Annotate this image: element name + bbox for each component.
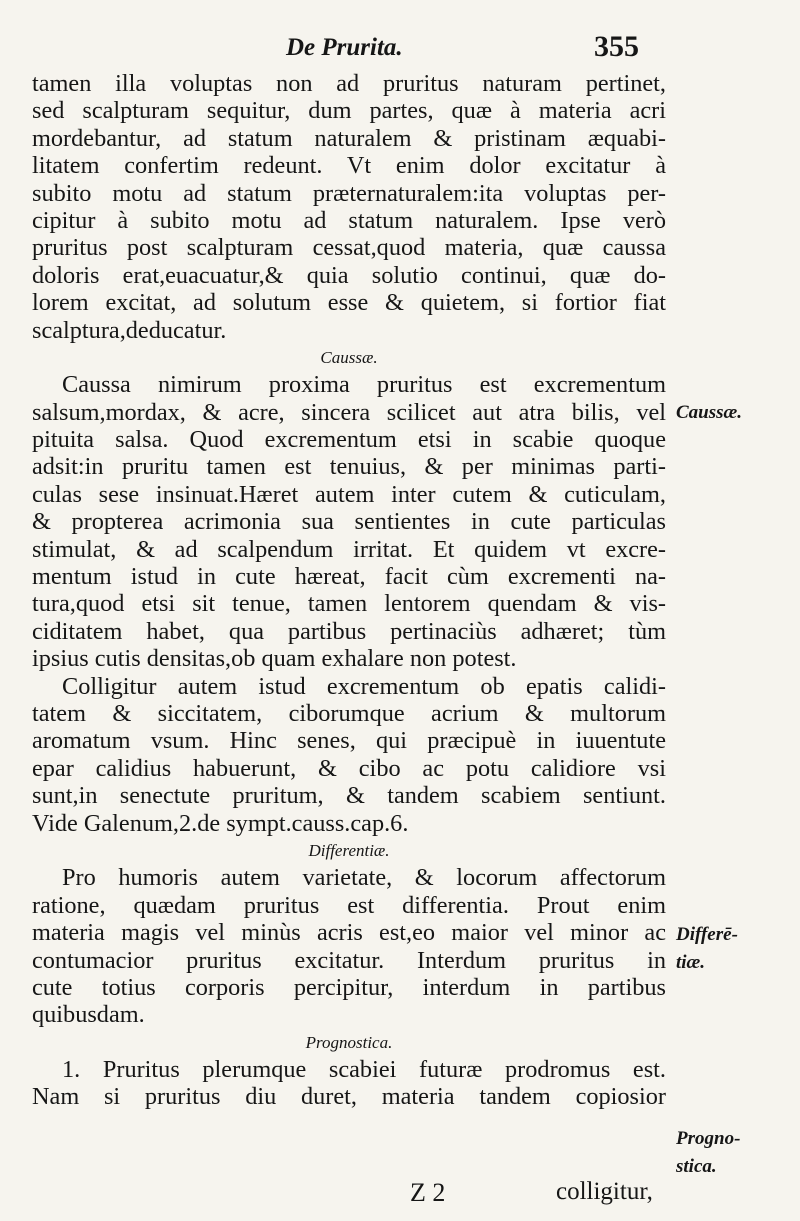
text-line: quibusdam. — [32, 1001, 145, 1029]
text-line: adsit:in pruritu tamen est tenuius, & per minimas parti- — [32, 453, 666, 481]
text-line: materia magis vel minùs acris est,eo maior vel minor ac — [32, 919, 666, 947]
text-line: culas sese insinuat.Hæret autem inter cutem & cuticulam, — [32, 480, 666, 508]
text-line: ipsius cutis densitas,ob quam exhalare non potest. — [32, 645, 517, 673]
text-line: lorem excitat, ad solutum esse & quietem, si fortior fiat — [32, 289, 666, 317]
text-line: Colligitur autem istud excrementum ob epatis calidi- — [62, 672, 666, 700]
section-heading: Caussæ. — [320, 347, 378, 367]
margin-note-differentiae-1: Differē- — [676, 924, 738, 945]
page-number: 355 — [594, 30, 639, 63]
body-text — [32, 70, 666, 1111]
text-line: pituita salsa. Quod excrementum etsi in scabie quoque — [32, 426, 666, 454]
text-line: & propterea acrimonia sua sentientes in cute particulas — [32, 508, 666, 536]
text-line: Caussa nimirum proxima pruritus est excrementum — [62, 371, 666, 399]
text-line: tamen illa voluptas non ad pruritus naturam pertinet, — [32, 70, 666, 97]
text-line: salsum,mordax, & acre, sincera scilicet aut atra bilis, vel — [32, 398, 666, 426]
text-line: Pro humoris autem varietate, & locorum affectorum — [62, 864, 666, 892]
signature-mark: Z 2 — [410, 1178, 446, 1207]
page-header — [0, 30, 800, 74]
text-line: ratione, quædam pruritus est differentia. Prout enim — [32, 891, 666, 919]
text-line: cipitur à subito motu ad statum naturalem. Ipse verò — [32, 206, 666, 234]
text-line: litatem confertim redeunt. Vt enim dolor excitatur à — [32, 152, 666, 180]
text-line: sunt,in senectute pruritum, & tandem scabiem sentiunt. — [32, 782, 666, 810]
text-line: stimulat, & ad scalpendum irritat. Et quidem vt excre- — [32, 535, 666, 563]
margin-note-causae: Caussæ. — [676, 402, 742, 423]
margin-note-differentiae-2: tiæ. — [676, 952, 706, 973]
text-line: tatem & siccitatem, ciborumque acrium & multorum — [32, 699, 666, 727]
text-line: Vide Galenum,2.de sympt.causs.cap.6. — [32, 809, 409, 837]
section-heading: Prognostica. — [305, 1032, 393, 1052]
catchword: colligitur, — [556, 1178, 653, 1205]
text-line: contumacior pruritus excitatur. Interdum pruritus in — [32, 946, 666, 974]
text-line: tura,quod etsi sit tenue, tamen lentorem quendam & vis- — [32, 590, 666, 618]
text-line: cute totius corporis percipitur, interdum in partibus — [32, 973, 666, 1001]
text-line: ciditatem habet, qua partibus pertinaciùs adhæret; tùm — [32, 617, 666, 645]
text-line: subito motu ad statum præternaturalem:ita voluptas per- — [32, 179, 666, 207]
text-line: mordebantur, ad statum naturalem & pristinam æquabi- — [32, 124, 666, 152]
text-line: scalptura,deducatur. — [32, 316, 227, 344]
text-line: 1. Pruritus plerumque scabiei futuræ prodromus est. — [62, 1056, 666, 1084]
margin-note-prognostica-1: Progno- — [676, 1128, 741, 1149]
text-line: doloris erat,euacuatur,& quia solutio continui, quæ do- — [32, 261, 666, 289]
text-line: Nam si pruritus diu duret, materia tandem copiosior — [32, 1083, 666, 1111]
margin-note-prognostica-2: stica. — [676, 1156, 717, 1177]
text-line: epar calidius habuerunt, & cibo ac potu calidiore vsi — [32, 754, 666, 782]
text-line: pruritus post scalpturam cessat,quod materia, quæ caussa — [32, 234, 666, 262]
section-heading: Differentiæ. — [308, 840, 390, 860]
text-line: aromatum vsum. Hinc senes, qui præcipuè in iuuentute — [32, 727, 666, 755]
running-title: De Prurita. — [286, 34, 403, 61]
text-line: sed scalpturam sequitur, dum partes, quæ à materia acri — [32, 97, 666, 125]
page-footer — [0, 1178, 800, 1208]
text-line: mentum istud in cute hæreat, facit cùm excrementi na- — [32, 563, 666, 591]
